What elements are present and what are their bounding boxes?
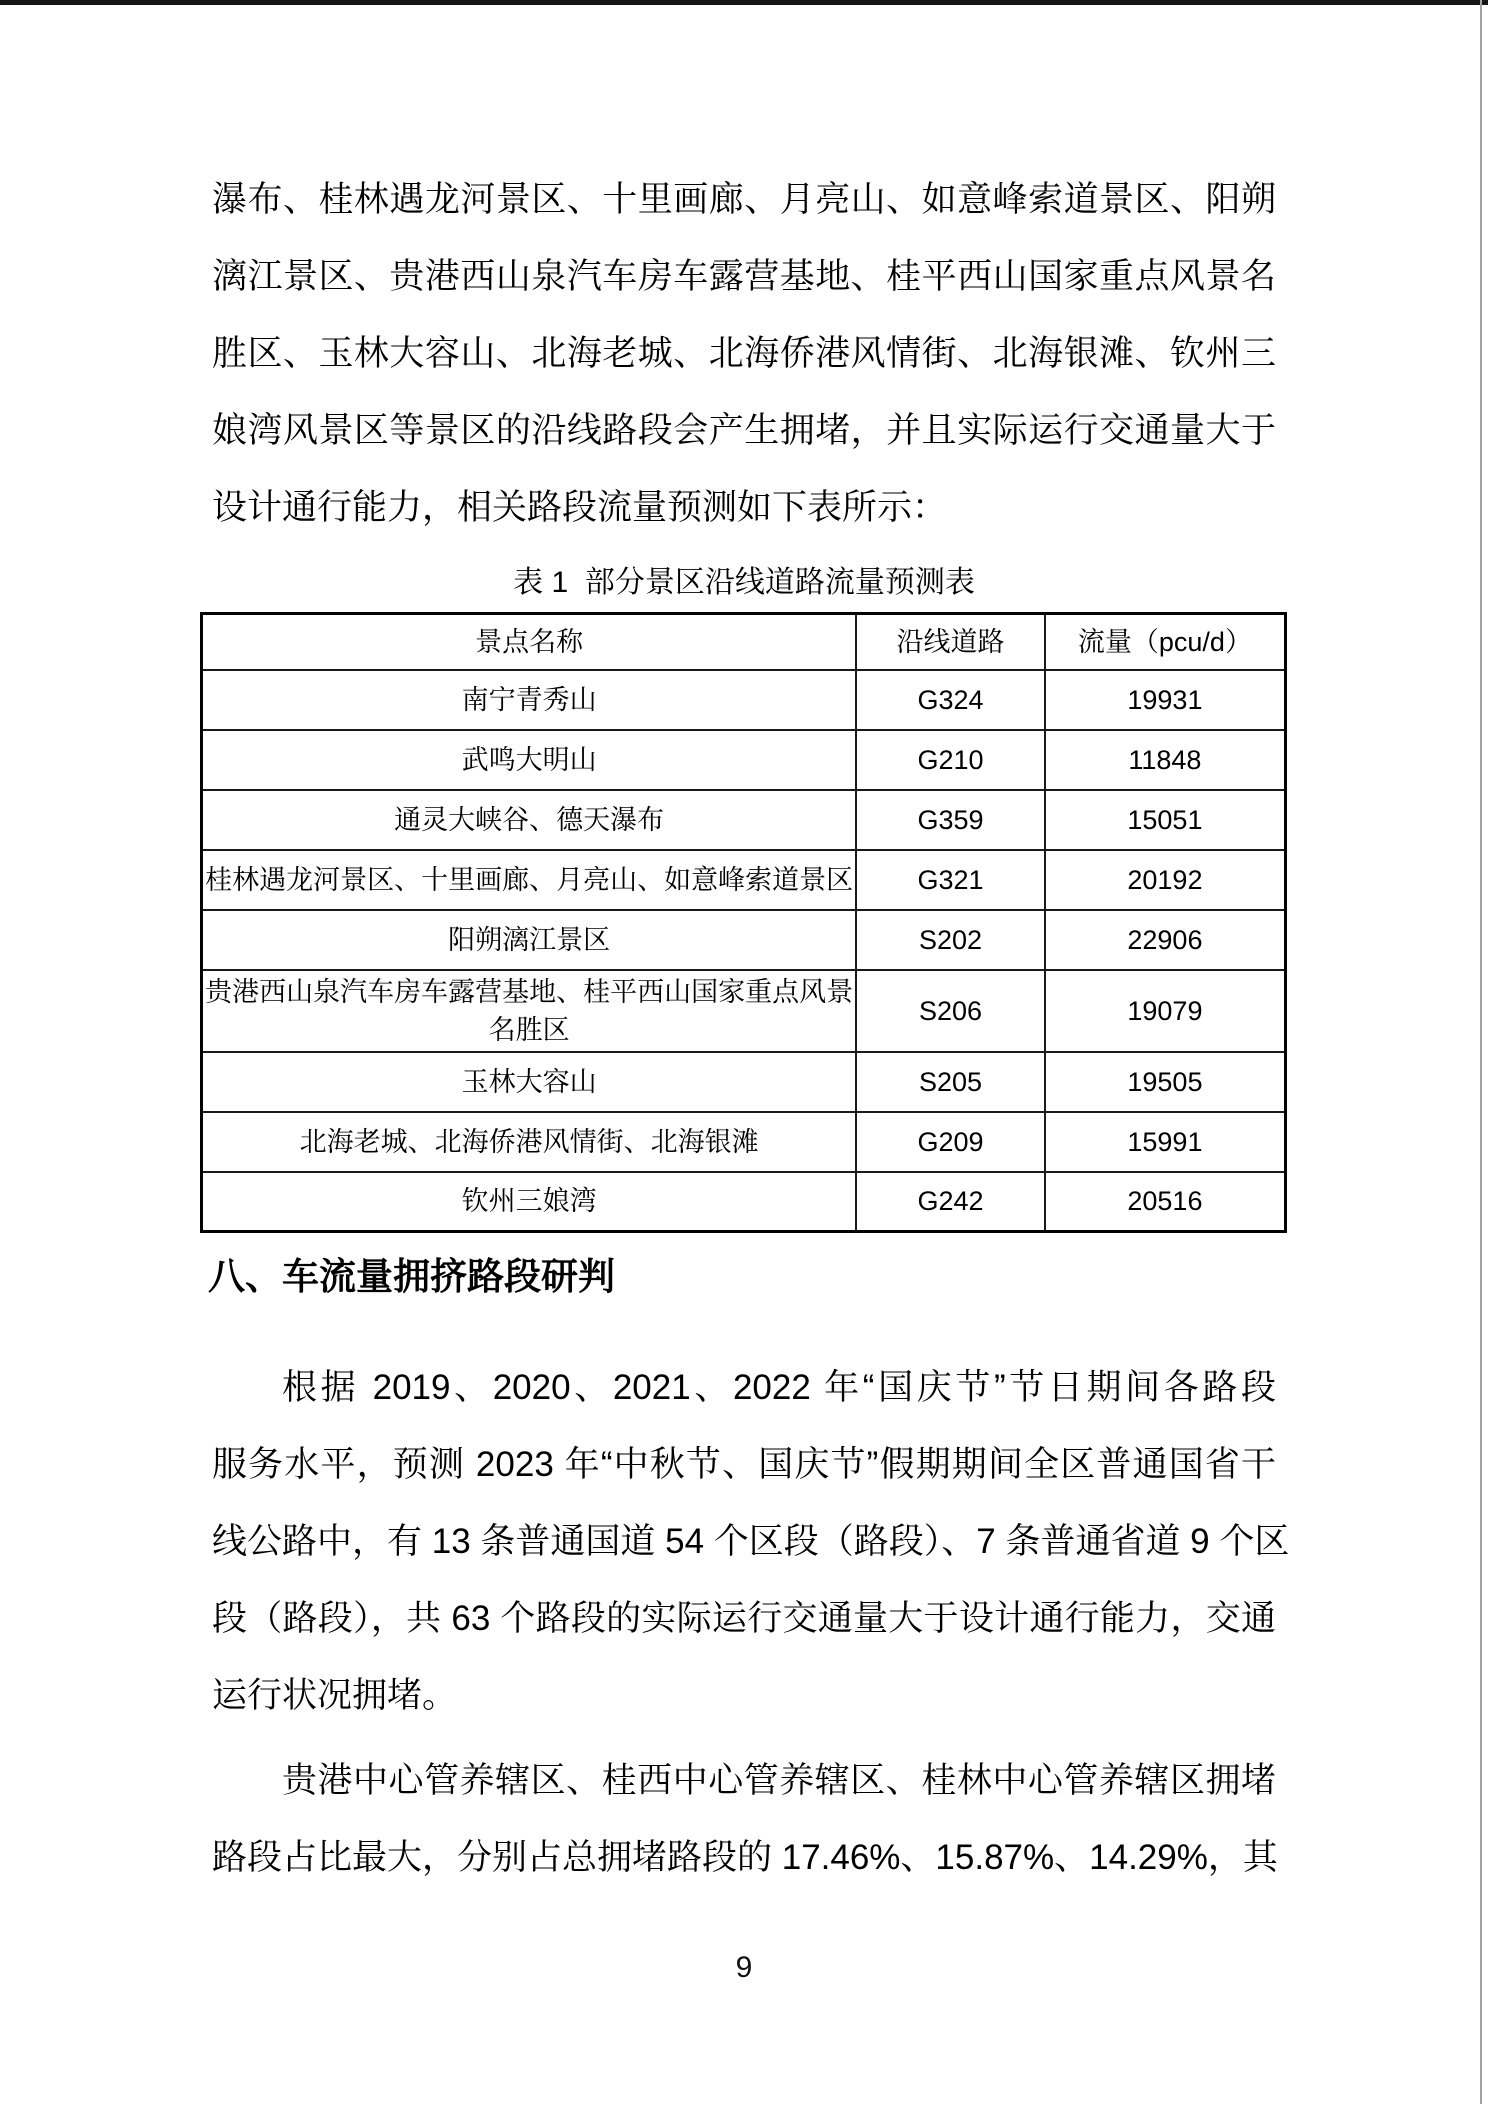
table-caption: 表 1 部分景区沿线道路流量预测表 [513,566,975,599]
cell-road: G324 [856,670,1045,730]
table-row [202,1052,1286,1112]
cell-road: G242 [856,1172,1045,1232]
table-row [202,670,1286,730]
cell-scenic-name: 阳朔漓江景区 [202,910,857,970]
table-row [202,850,1286,910]
cell-road: S205 [856,1052,1045,1112]
cell-flow: 15991 [1045,1112,1286,1172]
flow-forecast-table [200,612,1287,1233]
cell-flow: 22906 [1045,910,1286,970]
paragraph-line: 娘湾风景区等景区的沿线路段会产生拥堵，并且实际运行交通量大于 [212,411,1276,450]
cell-road: G321 [856,850,1045,910]
paragraph-line: 瀑布、桂林遇龙河景区、十里画廊、月亮山、如意峰索道景区、阳朔 [212,180,1276,219]
table-row [202,970,1286,1052]
cell-road: S202 [856,910,1045,970]
cell-road: G210 [856,730,1045,790]
cell-scenic-name: 贵港西山泉汽车房车露营基地、桂平西山国家重点风景名胜区 [202,970,857,1052]
paragraph-line: 运行状况拥堵。 [212,1676,458,1715]
paragraph-district-share [212,1742,1276,1896]
cell-flow: 15051 [1045,790,1286,850]
paragraph-line: 路段占比最大，分别占总拥堵路段的 17.46%、15.87%、14.29%，其 [212,1838,1278,1877]
cell-flow: 20516 [1045,1172,1286,1232]
paragraph-line: 设计通行能力，相关路段流量预测如下表所示： [212,488,948,527]
section-heading: 八、车流量拥挤路段研判 [208,1256,615,1297]
table-header-row [202,614,1286,670]
cell-road: S206 [856,970,1045,1052]
cell-scenic-name: 钦州三娘湾 [202,1172,857,1232]
cell-scenic-name: 北海老城、北海侨港风情街、北海银滩 [202,1112,857,1172]
cell-road: G359 [856,790,1045,850]
cell-scenic-name: 桂林遇龙河景区、十里画廊、月亮山、如意峰索道景区 [202,850,857,910]
paragraph-scenic-areas [212,161,1276,546]
table-row [202,910,1286,970]
table-row [202,730,1286,790]
paragraph-line: 段（路段），共 63 个路段的实际运行交通量大于设计通行能力，交通 [212,1599,1276,1638]
table-row [202,790,1286,850]
cell-scenic-name: 武鸣大明山 [202,730,857,790]
table-row [202,1172,1286,1232]
paragraph-line: 胜区、玉林大容山、北海老城、北海侨港风情街、北海银滩、钦州三 [212,334,1276,373]
page-right-edge-line [1480,0,1482,2104]
page-number: 9 [735,1951,753,1984]
paragraph-line: 漓江景区、贵港西山泉汽车房车露营基地、桂平西山国家重点风景名 [212,257,1276,296]
top-border-bar [0,0,1488,5]
column-header-scenic-name: 景点名称 [202,614,857,670]
cell-road: G209 [856,1112,1045,1172]
paragraph-line: 服务水平，预测 2023 年“中秋节、国庆节”假期期间全区普通国省干 [212,1445,1276,1484]
cell-flow: 19505 [1045,1052,1286,1112]
cell-flow: 11848 [1045,730,1286,790]
paragraph-line: 根据 2019、2020、2021、2022 年“国庆节”节日期间各路段 [282,1368,1276,1407]
column-header-flow: 流量（pcu/d） [1045,614,1286,670]
cell-flow: 19931 [1045,670,1286,730]
cell-scenic-name: 通灵大峡谷、德天瀑布 [202,790,857,850]
cell-scenic-name: 南宁青秀山 [202,670,857,730]
table-row [202,1112,1286,1172]
cell-flow: 20192 [1045,850,1286,910]
cell-scenic-name: 玉林大容山 [202,1052,857,1112]
paragraph-congestion-forecast [212,1349,1290,1734]
paragraph-line: 线公路中，有 13 条普通国道 54 个区段（路段）、7 条普通省道 9 个区 [212,1522,1290,1561]
paragraph-line: 贵港中心管养辖区、桂西中心管养辖区、桂林中心管养辖区拥堵 [282,1761,1276,1800]
cell-flow: 19079 [1045,970,1286,1052]
column-header-road: 沿线道路 [856,614,1045,670]
